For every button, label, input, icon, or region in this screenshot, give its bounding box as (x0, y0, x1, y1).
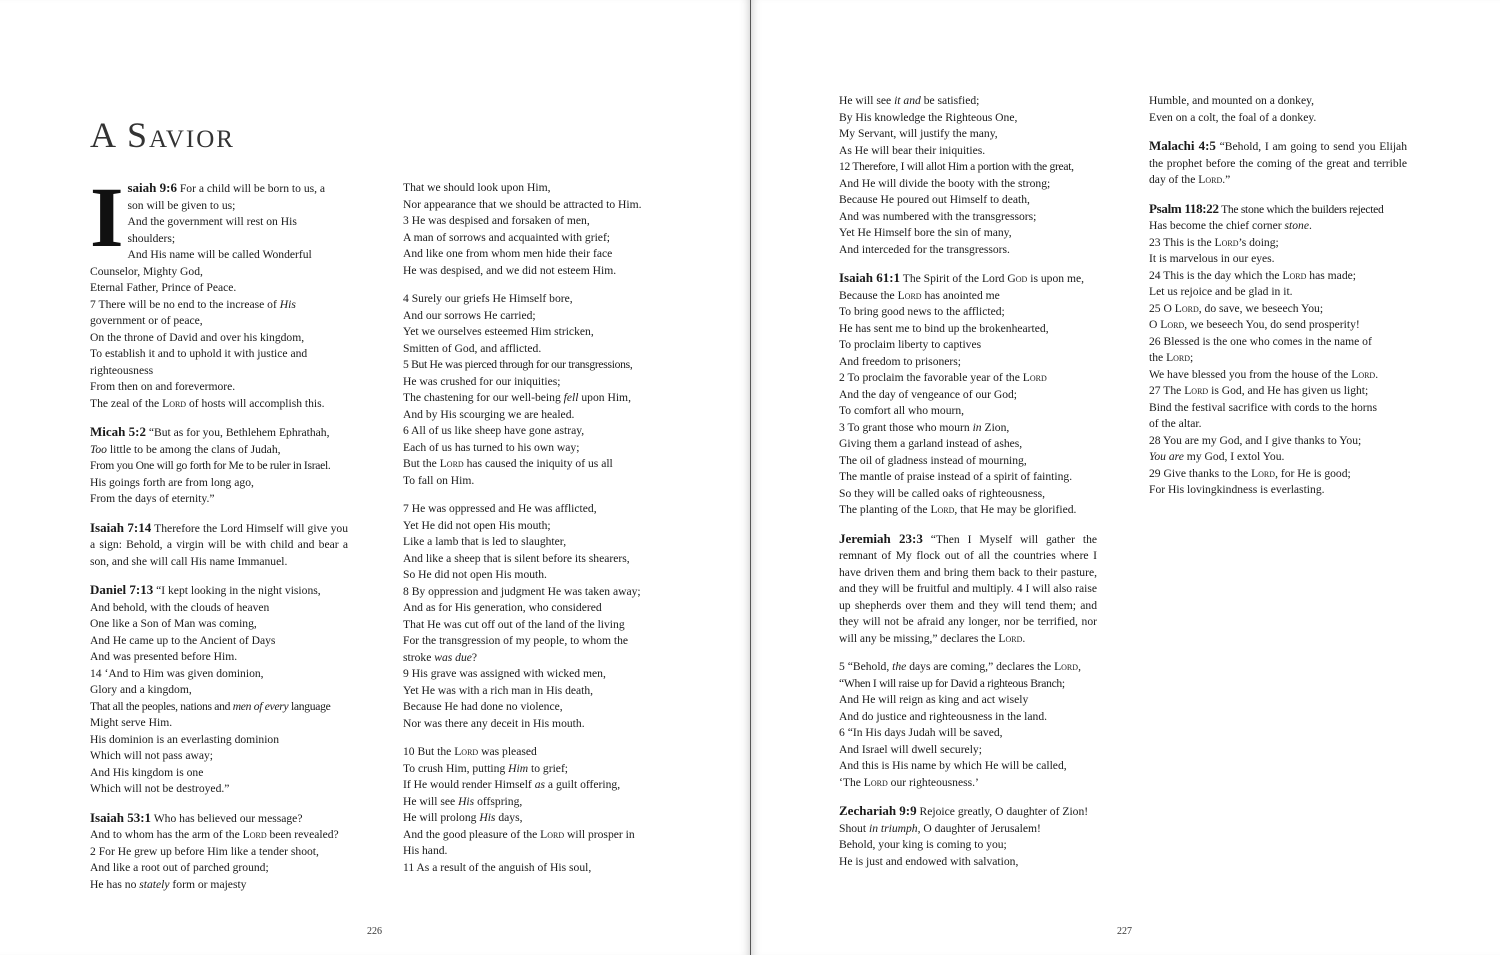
isaiah-53-continued-4: 10 But the Lord was pleased To crush Him, putting Him to grief; If He would render Himself as a guilt offering, He will see His offspring, He will prolong His days, And the good pleasure of the Lord will prosper in His hand. 11 As a result of the anguish of His soul, (403, 745, 635, 874)
verse-reference: Jeremiah 23:3 (839, 530, 923, 546)
malachi-4-5-passage: Malachi 4:5 “Behold, I am going to send you Elijah the prophet before the coming of the great and terrible day of the Lord.” (1149, 138, 1407, 186)
verse-reference: saiah 9:6 (127, 180, 177, 195)
zechariah-9-9-passage: Zechariah 9:9 Rejoice greatly, O daughter of Zion! Shout in triumph, O daughter of Jerusalem! Behold, your king is coming to you; He is just and endowed with salvation, (839, 803, 1089, 868)
isaiah-53-1-passage: Isaiah 53:1 Who has believed our message? And to whom has the arm of the Lord been revealed? 2 For He grew up before Him like a tender shoot, And like a root out of parched ground; He has no stately form or majesty (90, 809, 339, 891)
jeremiah-23-3-passage: Jeremiah 23:3 “Then I Myself will gather the remnant of My flock out of all the countries where I have driven them and bring them back to their pasture, and they will be fruitful and multiply. 4 I will also raise up shepherds over them and they will tend them; and they will not be afraid any longer, nor be terrified, nor will any be missing,” declares the Lord. (839, 530, 1098, 645)
verse-reference: Daniel 7:13 (90, 582, 154, 597)
left-column-2 (403, 180, 665, 888)
zechariah-9-9-continued: Humble, and mounted on a donkey, Even on a colt, the foal of a donkey. (1149, 94, 1317, 124)
right-column-2 (1149, 93, 1407, 511)
isaiah-53-continued-1: That we should look upon Him, Nor appearance that we should be attracted to Him. 3 He was despised and forsaken of men, A man of sorrows and acquainted with grief; And like one from whom men hide their face He was despised, and we did not esteem Him. (403, 181, 642, 277)
page-title: A Savior (90, 115, 235, 156)
page-number-left: 226 (367, 926, 382, 937)
isaiah-53-continued-2: 4 Surely our griefs He Himself bore, And our sorrows He carried; Yet we ourselves esteemed Him stricken, Smitten of God, and afflicted. 5 But He was pierced through for our transgressions, He was crushed for our iniquities; The chastening for our well-being fell upon Him, And by His scourging we are healed. 6 All of us like sheep have gone astray, Each of us has turned to his own way; But the Lord has caused the iniquity of us all To fall on Him. (403, 292, 633, 487)
verse-reference: Isaiah 7:14 (90, 519, 152, 535)
right-column-1 (839, 93, 1097, 882)
verse-reference: Malachi 4:5 (1149, 138, 1216, 153)
jeremiah-23-5-passage: 5 “Behold, the days are coming,” declares the Lord, “When I will raise up for David a righteous Branch; And He will reign as king and act wisely And do justice and righteousness in the land. 6 “In His days Judah will be saved, And Israel will dwell securely; And this is His name by which He will be called, ‘The Lord our righteousness.’ (839, 660, 1081, 789)
left-column-1 (90, 169, 348, 905)
verse-reference: Zechariah 9:9 (839, 803, 917, 818)
drop-cap: I (90, 169, 124, 265)
isaiah-53-continued-3: 7 He was oppressed and He was afflicted, Yet He did not open His mouth; Like a lamb that is led to slaughter, And like a sheep that is silent before its shearers, So He did not open His mouth. 8 By oppression and judgment He was taken away; And as for His generation, who considered That He was cut off out of the land of the living For the transgression of my people, to whom the stroke was due? 9 His grave was assigned with wicked men, Yet He was with a rich man in His death, Because He had done no violence, Nor was there any deceit in His mouth. (403, 502, 641, 730)
daniel-7-13-passage: Daniel 7:13 “I kept looking in the night visions, And behold, with the clouds of heaven One like a Son of Man was coming, And He came up to the Ancient of Days And was presented before Him. 14 ‘And to Him was given dominion, Glory and a kingdom, That all the peoples, nations and men of every language Might serve Him. His dominion is an everlasting dominion Which will not pass away; And His kingdom is one Which will not be destroyed.” (90, 582, 331, 795)
verse-reference: Isaiah 53:1 (90, 809, 152, 825)
right-page (751, 0, 1500, 955)
isaiah-9-6-passage: I saiah 9:6 For a child will be born to us, a son will be given to us; And the government will rest on His shoulders; And His name will be called Wonderful Counselor, Mighty God, Eternal Father, Prince of Peace. 7 There will be no end to the increase of His government or of peace, On the throne of David and over his kingdom, To establish it and to uphold it with justice and righteousness From then on and forevermore. The zeal of the Lord of hosts will accomplish this. (90, 169, 326, 410)
page-number-right: 227 (1117, 926, 1132, 937)
psalm-118-22-passage: Psalm 118:22 The stone which the builders rejected Has become the chief corner stone. 23 This is the Lord’s doing; It is marvelous in our eyes. 24 This is the day which the Lord has made; Let us rejoice and be glad in it. 25 O Lord, do save, we beseech You; O Lord, we beseech You, do send prosperity! 26 Blessed is the one who comes in the name of the Lord; We have blessed you from the house of the Lord. 27 The Lord is God, and He has given us light; Bind the festival sacrifice with cords to the horns of the altar. 28 You are my God, and I give thanks to You; You are my God, I extol You. 29 Give thanks to the Lord, for He is good; For His lovingkindness is everlasting. (1149, 200, 1384, 496)
micah-5-2-passage: Micah 5:2 “But as for you, Bethlehem Ephrathah, Too little to be among the clans of Judah, From you One will go forth for Me to be ruler in Israel. His goings forth are from long ago, From the days of eternity.” (90, 424, 331, 505)
verse-reference: Psalm 118:22 (1149, 200, 1219, 216)
verse-reference: Micah 5:2 (90, 424, 146, 439)
isaiah-7-14-passage: Isaiah 7:14 Therefore the Lord Himself will give you a sign: Behold, a virgin will be with child and bear a son, and she will call His name Immanuel. (90, 519, 348, 568)
isaiah-61-1-passage: Isaiah 61:1 The Spirit of the Lord God is upon me, Because the Lord has anointed me To bring good news to the afflicted; He has sent me to bind up the brokenhearted, To proclaim liberty to captives And freedom to prisoners; 2 To proclaim the favorable year of the Lord And the day of vengeance of our God; To comfort all who mourn, 3 To grant those who mourn in Zion, Giving them a garland instead of ashes, The oil of gladness instead of mourning, The mantle of praise instead of a spirit of fainting. So they will be called oaks of righteousness, The planting of the Lord, that He may be glorified. (839, 270, 1085, 516)
isaiah-53-continued-5: He will see it and be satisfied; By His knowledge the Righteous One, My Servant, will justify the many, As He will bear their iniquities. 12 Therefore, I will allot Him a portion with the great, And He will divide the booty with the strong; Because He poured out Himself to death, And was numbered with the transgressors; Yet He Himself bore the sin of many, And interceded for the transgressors. (839, 94, 1074, 256)
verse-reference: Isaiah 61:1 (839, 270, 901, 285)
